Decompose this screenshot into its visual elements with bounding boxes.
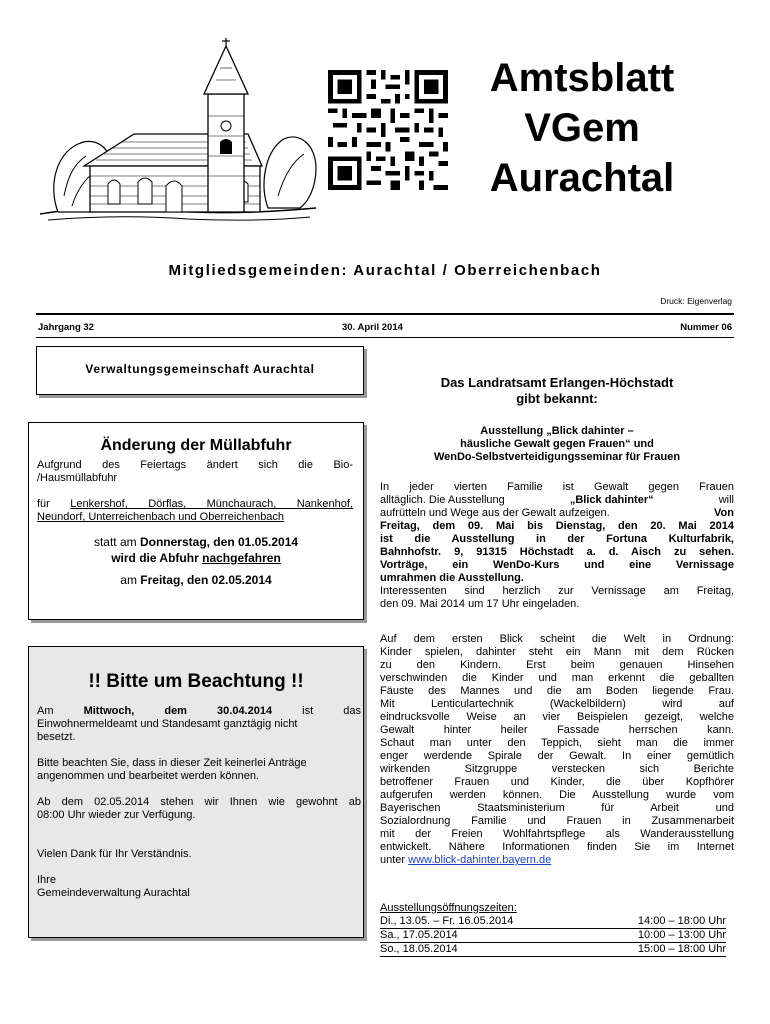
exhibition-subheading-3: WenDo-Selbstverteidigungsseminar für Frauen — [433, 451, 681, 463]
desc-line: mit der Freien Wohlfahrtspflege als Wanderausstellung — [380, 828, 734, 840]
desc-line: verschwinden die Kinder und man erkennt die geballten — [380, 672, 734, 684]
instead-prefix: statt am — [93, 535, 137, 549]
opening-hours — [380, 902, 726, 957]
exhibition-intro — [380, 481, 734, 611]
masthead-title-line-3: Aurachtal — [489, 156, 675, 200]
opening-hours-time: 10:00 – 13:00 Uhr — [637, 929, 726, 941]
desc-line: zu den Kindern. Erst beim genauen Hinsehen — [380, 659, 734, 671]
issue-volume: Jahrgang 32 — [38, 322, 94, 333]
desc-line: entwickelt. Nähere Informationen finden Sie im Internet — [380, 841, 734, 853]
new-date: Freitag, den 02.05.2014 — [140, 573, 272, 587]
waste-notice-text-1: Aufgrund des Feiertags ändert sich die Bio- — [37, 459, 353, 471]
opening-hours-row — [380, 943, 726, 957]
opening-hours-row — [380, 929, 726, 943]
intro-line-8: umrahmen die Ausstellung. — [380, 572, 524, 584]
exhibition-subheading-2: häusliche Gewalt gegen Frauen“ und — [460, 438, 654, 450]
header-rule-bottom — [36, 337, 734, 338]
desc-line: Sozialordnung Familie und Frauen in Zusammenarbeit — [380, 815, 734, 827]
waste-notice-villages-list-1: Lenkershof, Dörflas, Münchaurach, Nankenhof, — [70, 498, 353, 510]
district-office-heading-2: gibt bekannt: — [516, 391, 598, 406]
administration-title: Verwaltungsgemeinschaft Aurachtal — [85, 362, 315, 376]
closure-notice-thanks: Vielen Dank für Ihr Verständnis. — [37, 848, 192, 860]
exhibition-subheading — [380, 425, 734, 464]
opening-hours-time: 14:00 – 18:00 Uhr — [637, 915, 726, 927]
desc-line: Fäuste des Mannes und die am Boden liegende Frau. — [380, 685, 734, 697]
waste-notice-heading: Änderung der Müllabfuhr — [100, 437, 292, 454]
waste-notice-instead — [29, 534, 363, 550]
qr-code — [328, 70, 448, 190]
waste-notice-text-2: /Hausmüllabfuhr — [37, 472, 118, 484]
desc-link-prefix: unter — [380, 854, 406, 866]
masthead-title-line-1: Amtsblatt — [489, 56, 675, 100]
closure-notice-para-2-line-1: Bitte beachten Sie, dass in dieser Zeit keinerlei Anträge — [37, 757, 307, 769]
intro-line-4: Freitag, dem 09. Mai bis Dienstag, den 20. Mai 2014 — [380, 520, 734, 532]
closure-notice-signoff-2: Gemeindeverwaltung Aurachtal — [37, 887, 190, 899]
opening-hours-time: 15:00 – 18:00 Uhr — [637, 943, 726, 955]
intro-line-5: ist die Ausstellung in der Fortuna Kulturfabrik, — [380, 533, 734, 545]
intro-line-6: Bahnhofstr. 9, 91315 Höchstadt a. d. Aisch zu sehen. — [380, 546, 734, 558]
header-rule-top — [36, 313, 734, 315]
closure-notice-line-3: besetzt. — [37, 731, 76, 743]
waste-notice-villages-2: Neundorf, Unterreichenbach und Oberreichenbach — [37, 511, 285, 523]
intro-line-2 — [380, 494, 734, 507]
desc-line: wirkenden Sitzgruppe verstecken sich Berichte — [380, 763, 734, 775]
waste-notice-rescheduled — [29, 550, 363, 566]
rescheduled-prefix: wird die Abfuhr — [111, 551, 199, 565]
exhibition-name: „Blick dahinter“ — [569, 494, 654, 506]
original-date: Donnerstag, den 01.05.2014 — [139, 535, 299, 549]
opening-hours-title: Ausstellungsöffnungszeiten: — [380, 902, 517, 914]
exhibition-website-link[interactable]: www.blick-dahinter.bayern.de — [408, 854, 552, 866]
intro-line-2a: alltäglich. Die Ausstellung — [380, 494, 505, 506]
closure-notice — [28, 646, 364, 938]
new-date-prefix: am — [120, 573, 137, 587]
intro-line-10: den 09. Mai 2014 um 17 Uhr eingeladen. — [380, 598, 580, 610]
administration-banner — [36, 346, 364, 395]
desc-line: Auf dem ersten Blick scheint die Welt in Ordnung: — [380, 633, 734, 645]
intro-line-3a: aufrütteln und Wege aus der Gewalt aufzeigen. — [380, 507, 610, 519]
desc-line: enger werdende Spirale der Gewalt. In einer gemütlich — [380, 750, 734, 762]
desc-line: Schaut man unter den Teppich, sieht man die immer — [380, 737, 734, 749]
opening-hours-day: So., 18.05.2014 — [380, 943, 458, 955]
exhibition-description — [380, 633, 734, 867]
closure-notice-para-3-line-1: Ab dem 02.05.2014 stehen wir Ihnen wie gewohnt ab — [37, 796, 361, 808]
opening-hours-day: Sa., 17.05.2014 — [380, 929, 458, 941]
opening-hours-day: Di., 13.05. – Fr. 16.05.2014 — [380, 915, 514, 927]
closure-das: das — [343, 705, 361, 717]
desc-line: aufgerufen werden können. Die Ausstellung wurde vom — [380, 789, 734, 801]
issue-number: Nummer 06 — [680, 322, 732, 333]
closure-date: 30.04.2014 — [217, 705, 273, 717]
exhibition-subheading-1: Ausstellung „Blick dahinter – — [480, 425, 634, 437]
closure-notice-line-1 — [37, 705, 361, 718]
desc-line: Kinder spielen, dahinter steht ein Mann mit dem Rücken — [380, 646, 734, 658]
desc-line: Bayerischen Staatsministerium für Arbeit und — [380, 802, 734, 814]
closure-notice-line-2: Einwohnermeldeamt und Standesamt ganztägig nicht — [37, 718, 298, 730]
closure-day: Mittwoch, — [83, 705, 135, 717]
opening-hours-row — [380, 915, 726, 929]
closure-ist: ist — [302, 705, 314, 717]
desc-line: betroffener Frauen und Kinder, die über Kopfhörer — [380, 776, 734, 788]
closure-notice-para-2-line-2: angenommen und bearbeitet werden können. — [37, 770, 259, 782]
closure-am: Am — [37, 705, 54, 717]
closure-dem: dem — [164, 705, 187, 717]
desc-line: Mit Lenticulartechnik (Wackelbildern) wird auf — [380, 698, 734, 710]
intro-line-7: Vorträge, ein WenDo-Kurs und eine Vernissage — [380, 559, 734, 571]
intro-line-3 — [380, 507, 734, 520]
closure-notice-signoff-1: Ihre — [37, 874, 56, 886]
member-municipalities: Mitgliedsgemeinden: Aurachtal / Oberreichenbach — [168, 262, 602, 279]
waste-notice-for: für — [37, 498, 50, 510]
intro-line-3b: Von — [714, 507, 734, 519]
church-illustration — [38, 36, 318, 226]
district-office-heading-1: Das Landratsamt Erlangen-Höchstadt — [440, 375, 674, 390]
desc-last-line — [380, 854, 734, 867]
intro-line-1: In jeder vierten Familie ist Gewalt gegen Frauen — [380, 481, 734, 493]
intro-line-2c: will — [718, 494, 734, 506]
waste-collection-notice — [28, 422, 364, 620]
waste-notice-new-date — [29, 572, 363, 588]
closure-notice-para-3-line-2: 08:00 Uhr wieder zur Verfügung. — [37, 809, 196, 821]
masthead-title-line-2: VGem — [524, 106, 640, 150]
desc-line: Gewalt hinter heiler Fassade herrschen kann. — [380, 724, 734, 736]
issue-date: 30. April 2014 — [342, 322, 403, 333]
intro-line-9: Interessenten sind herzlich zur Vernissage am Freitag, — [380, 585, 734, 597]
desc-line: eindrucksvolle Weise an vier Beispielen gezeigt, welche — [380, 711, 734, 723]
closure-notice-heading: !! Bitte um Beachtung !! — [88, 671, 304, 692]
printer-note: Druck: Eigenverlag — [660, 296, 732, 306]
district-office-heading — [380, 375, 734, 407]
waste-notice-villages-1 — [37, 498, 353, 511]
rescheduled-word: nachgefahren — [202, 551, 281, 565]
